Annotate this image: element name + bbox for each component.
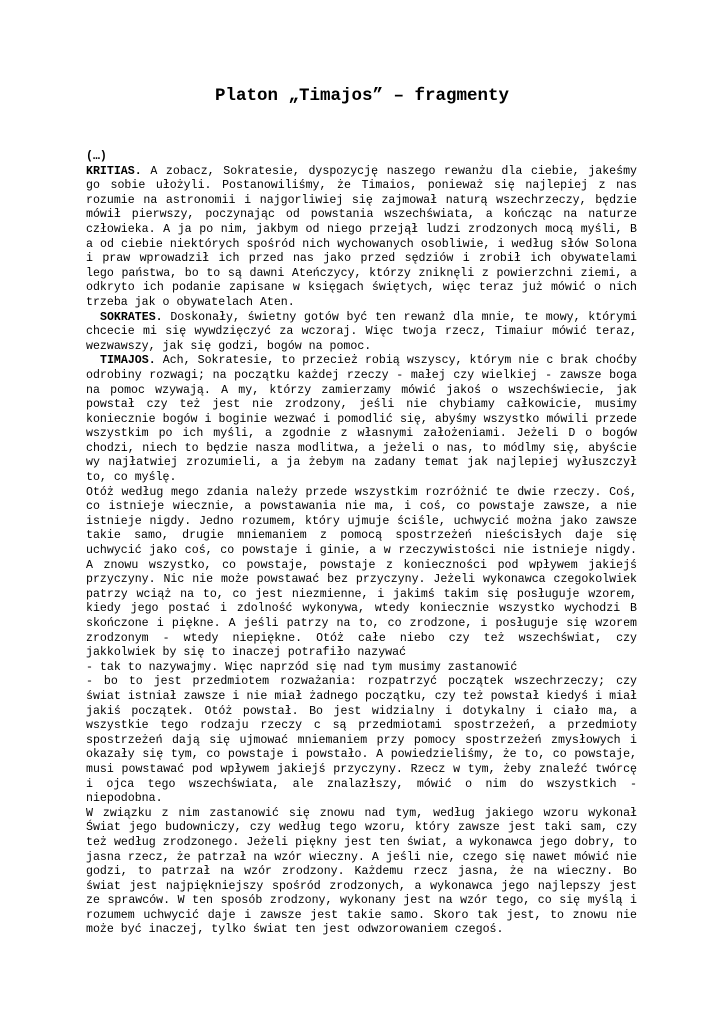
- speaker-name: TIMAJOS.: [100, 354, 156, 368]
- document-title: Platon „Timajos” – fragmenty: [214, 86, 510, 106]
- speaker-name: KRITIAS.: [86, 164, 142, 178]
- paragraph-distinction: [86, 486, 637, 661]
- paragraph-naming: [86, 661, 637, 676]
- paragraph-text: W związku z nim zastanowić się znowu nad tym, według jakiego wzoru wykonał Świat jego budowniczy, czy według tego wzoru, który zawsze jest taki sam, czy też według zrodzonego. Jeżeli piękny jest ten świat, a wykonawca jego dobry, to jasna rzecz, że patrzał na wzór wieczny. A jeśli nie, czego się nawet mówić nie godzi, to patrzał na wzór zrodzony. Każdemu rzecz jasna, że na wieczny. Bo świat jest najpiękniejszy spośród zrodzonych, a wykonawca jego najlepszy jest ze sprawców. W ten sposób zrodzony, wykonany jest na wzór tego, co się myślą i rozumem uchwycić daje i zawsze jest takie samo. Skoro tak jest, to znowu nie może być inaczej, tylko świat ten jest odwzorowaniem czegoś.: [86, 806, 637, 937]
- paragraph-text: A zobacz, Sokratesie, dyspozycję naszego rewanżu dla ciebie, jakeśmy go sobie ułożyli. Postanowiliśmy, że Timaios, ponieważ się najlepiej z nas rozumie na astronomii i najgorliwiej się zajmował naturą wszechrzeczy, będzie mówił pierwszy, poczynając od powstania wszechświata, a kończąc na naturze człowieka. A ja po nim, jakbym od niego przejął ludzi zrodzonych mocą myśli, B a od ciebie niektórych spośród nich wychowanych osobliwie, i według słów Solona i praw wprowadził ich przed nas jako przed sędziów i zrobił ich obywatelami lego państwa, bo to są dawni Ateńczycy, którzy zniknęli z powierzchni ziemi, a odkryto ich podanie zapisane w księgach świętych, więc teraz już mówić o nich trzeba jak o obywatelach Aten.: [86, 164, 637, 309]
- paragraph-text: - bo to jest przedmiotem rozważania: rozpatrzyć początek wszechrzeczy; czy świat istniał zawsze i nie miał żadnego początku, czy też powstał kiedyś i miał jakiś początek. Otóż powstał. Bo jest widzialny i dotykalny i ciało ma, a wszystkie tego rodzaju rzeczy c są przedmiotami spostrzeżeń, a przedmioty spostrzeżeń dają się ujmować mniemaniem przy pomocy spostrzeżeń zmysłowych i okazały się tym, co powstaje i powstało. A powiedzieliśmy, że to, co powstaje, musi powstawać pod wpływem jakiejś przyczyny. Rzecz w tym, żeby znaleźć twórcę i ojca tego wszechświata, ale znalazłszy, mówić o nim do wszystkich - niepodobna.: [86, 675, 637, 806]
- ellipsis-marker: (…): [86, 150, 107, 163]
- ellipsis-paragraph: [86, 150, 637, 165]
- speaker-name: SOKRATES.: [100, 310, 163, 324]
- paragraph-text: Doskonały, świetny gotów być ten rewanż dla mnie, te mowy, którymi chcecie mi się wywdzięczyć za wczoraj. Więc twoja rzecz, Timaiur mówić teraz, wezwawszy, jak się godzi, bogów na pomoc.: [86, 310, 637, 353]
- paragraph-sokrates: [86, 311, 637, 355]
- paragraph-model: [86, 807, 637, 938]
- paragraph-text: Otóż według mego zdania należy przede wszystkim rozróżnić te dwie rzeczy. Coś, co istnieje wiecznie, a powstawania nie ma, i coś, co powstaje zawsze, a nie istnieje nigdy. Jedno rozumem, który ujmuje ściśle, uchwycić można jako zawsze takie samo, drugie mniemaniem z pomocą spostrzeżeń nieścisłych daje się uchwycić jako coś, co powstaje i ginie, a w rzeczywistości nie istnieje nigdy. A znowu wszystko, co powstaje, powstaje z konieczności pod wpływem jakiejś przyczyny. Nic nie może powstawać bez przyczyny. Jeżeli wykonawca czegokolwiek patrzy wciąż na to, co jest niezmienne, i jakimś takim się posługuje wzorem, kiedy jego postać i zdolność wykonywa, wtedy koniecznie wszystko wychodzi B skończone i piękne. A jeśli patrzy na to, co zrodzone, i posługuje się wzorem zrodzonym - wtedy niepiękne. Otóż całe niebo czy też wszechświat, czy jakkolwiek by się to inaczej potrafiło nazywać: [86, 485, 637, 660]
- paragraph-text: - tak to nazywajmy. Więc naprzód się nad tym musimy zastanowić: [86, 660, 518, 674]
- document-body: [86, 150, 637, 938]
- paragraph-timajos: [86, 354, 637, 485]
- paragraph-text: Ach, Sokratesie, to przecież robią wszyscy, którym nie c brak choćby odrobiny rozwagi; na początku każdej rzeczy - małej czy wielkiej - zawsze boga na pomoc wzywają. A my, którzy zamierzamy mówić jakoś o wszechświecie, jak powstał czy też jest nie zrodzony, jeśli nie chybiamy całkowicie, musimy koniecznie bogów i boginie wezwać i pomodlić się, abyśmy wszystko mówili przede wszystkim po ich myśli, a zgodnie z własnymi założeniami. Jeżeli D o bogów chodzi, niech to będzie nasza modlitwa, a jeżeli o nas, to módlmy się, abyście wy najłatwiej zrozumieli, a ja żebym na zadany temat jak najlepiej wyłuszczył to, co myślę.: [86, 354, 637, 485]
- paragraph-origin: [86, 675, 637, 806]
- paragraph-kritias: [86, 165, 637, 311]
